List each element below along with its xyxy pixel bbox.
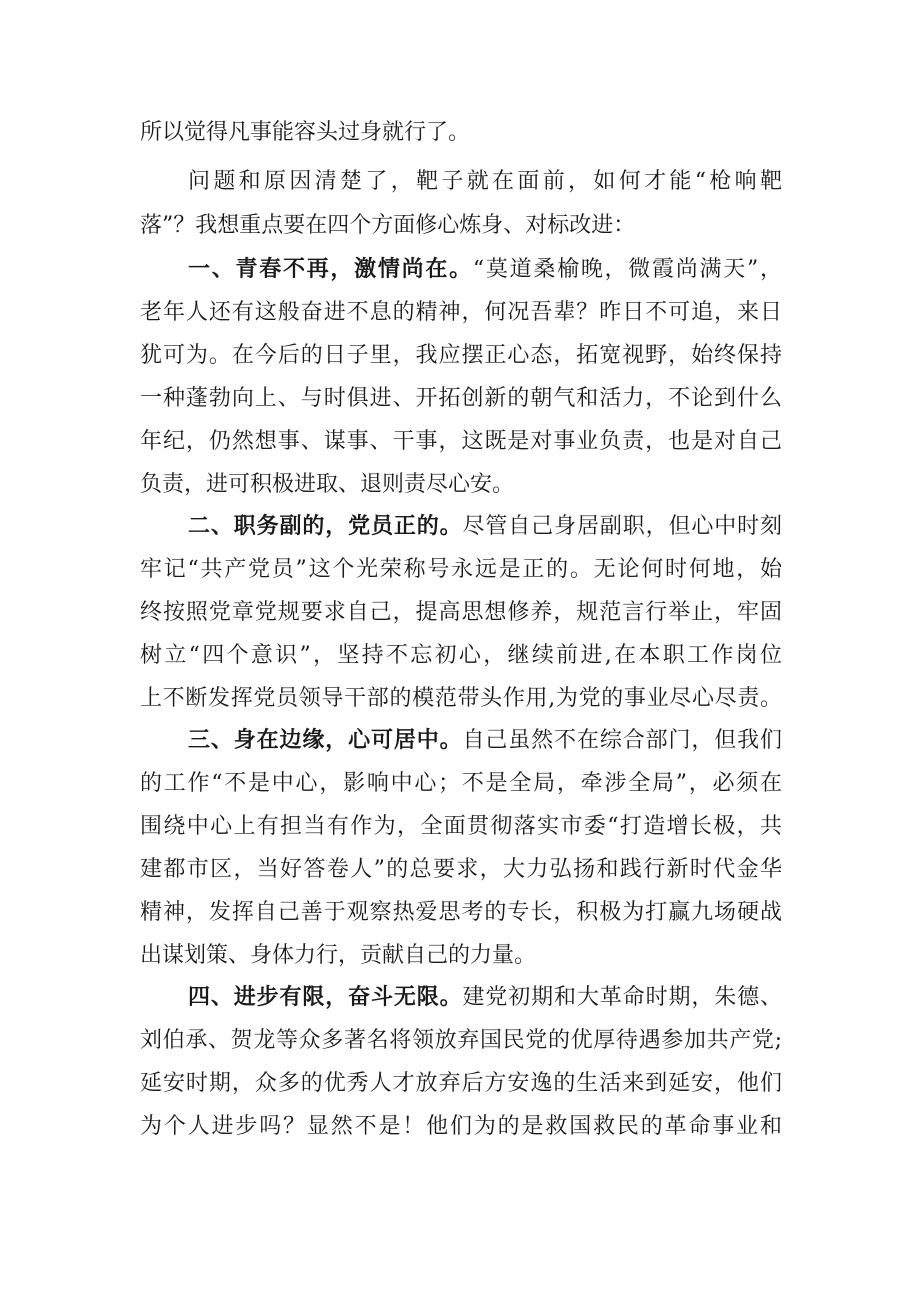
paragraph-1-line-2: 落”？我想重点要在四个方面修心炼身、对标改进： xyxy=(140,213,636,238)
paragraph-2-line-1-text: “莫道桑榆晚，微霞尚满天”， xyxy=(472,257,782,282)
paragraph-4-line-6: 出谋划策、身体力行，贡献自己的力量。 xyxy=(140,943,537,968)
paragraph-2-line-3: 犹可为。在今后的日子里，我应摆正心态，拓宽视野，始终保持 xyxy=(140,343,782,368)
paragraph-4-line-4: 建都市区，当好答卷人”的总要求，大力弘扬和践行新时代金华 xyxy=(140,857,782,882)
paragraph-4-heading: 三、身在边缘，心可居中。 xyxy=(188,728,463,753)
paragraph-4-line-2: 的工作“不是中心，影响中心；不是全局，牵涉全局”，必须在 xyxy=(140,771,782,796)
paragraph-2-heading: 一、青春不再，激情尚在。 xyxy=(188,257,473,282)
paragraph-2-line-2: 老年人还有这般奋进不息的精神，何况吾辈？昨日不可追，来日 xyxy=(140,300,782,325)
paragraph-2-line-1 xyxy=(188,253,782,287)
paragraph-3-line-1 xyxy=(188,510,782,544)
paragraph-5-line-1 xyxy=(188,981,782,1015)
paragraph-0-line-1: 所以觉得凡事能容头过身就行了。 xyxy=(140,120,471,145)
paragraph-5-line-4: 为个人进步吗？显然不是！他们为的是救国救民的革命事业和 xyxy=(140,1114,782,1139)
paragraph-5-line-1-text: 建党初期和大革命时期，朱德、 xyxy=(462,985,782,1010)
paragraph-1-line-1: 问题和原因清楚了，靶子就在面前，如何才能“枪响靶 xyxy=(188,169,782,194)
paragraph-2-line-6: 负责，进可积极进取、退则责尽心安。 xyxy=(140,472,515,497)
paragraph-3-heading: 二、职务副的，党员正的。 xyxy=(188,514,463,539)
paragraph-3-line-2: 牢记“共产党员”这个光荣称号永远是正的。无论何时何地，始 xyxy=(140,557,782,582)
paragraph-4-line-3: 围绕中心上有担当有作为，全面贯彻落实市委“打造增长极，共 xyxy=(140,814,782,839)
paragraph-4-line-1 xyxy=(188,724,782,758)
paragraph-3-line-3: 终按照党章党规要求自己，提高思想修养，规范言行举止，牢固 xyxy=(140,600,782,625)
paragraph-3-line-5: 上不断发挥党员领导干部的模范带头作用,为党的事业尽心尽责。 xyxy=(140,686,782,711)
paragraph-3-line-4: 树立“四个意识”，坚持不忘初心，继续前进,在本职工作岗位 xyxy=(140,643,782,668)
paragraph-2-line-5: 年纪，仍然想事、谋事、干事，这既是对事业负责，也是对自己 xyxy=(140,429,782,454)
paragraph-5-line-3: 延安时期，众多的优秀人才放弃后方安逸的生活来到延安，他们 xyxy=(140,1071,782,1096)
paragraph-4-line-5: 精神，发挥自己善于观察热爱思考的专长，积极为打赢九场硬战 xyxy=(140,900,782,925)
paragraph-5-line-2: 刘伯承、贺龙等众多著名将领放弃国民党的优厚待遇参加共产党; xyxy=(140,1028,782,1053)
paragraph-3-line-1-text: 尽管自己身居副职，但心中时刻 xyxy=(462,514,782,539)
paragraph-4-line-1-text: 自己虽然不在综合部门，但我们 xyxy=(462,728,782,753)
paragraph-5-heading: 四、进步有限，奋斗无限。 xyxy=(188,985,463,1010)
paragraph-2-line-4: 一种蓬勃向上、与时俱进、开拓创新的朝气和活力，不论到什么 xyxy=(140,386,782,411)
